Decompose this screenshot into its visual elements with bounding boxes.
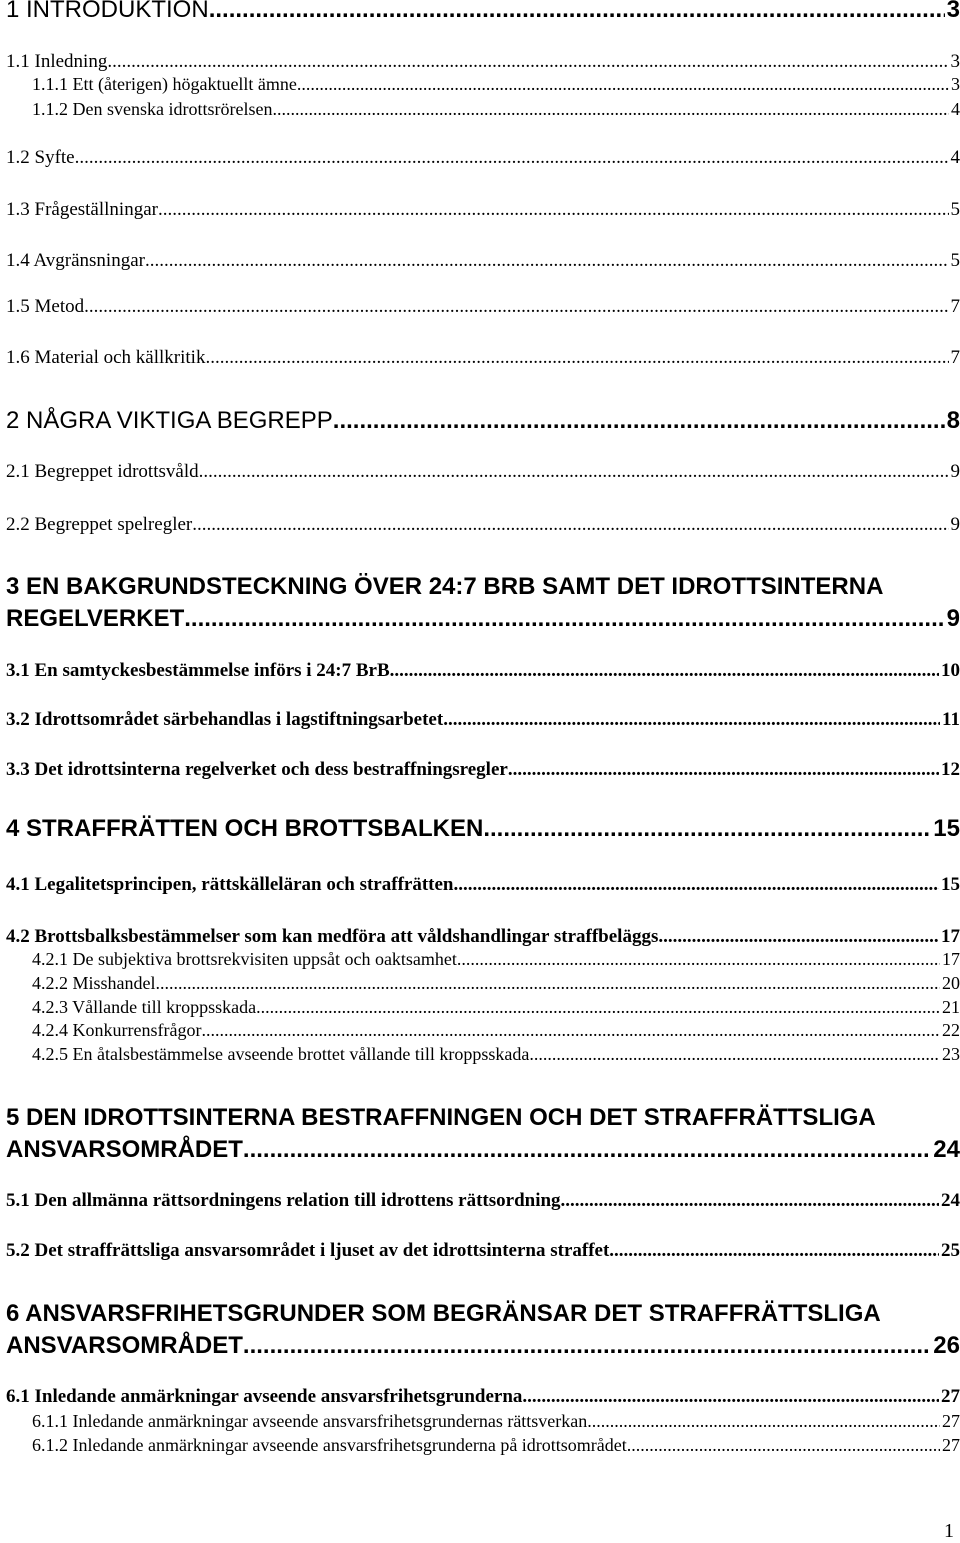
toc-entry-chapter-2[interactable] bbox=[6, 407, 960, 435]
toc-page-number: 22 bbox=[942, 1020, 960, 1040]
toc-entry-4-2-2[interactable] bbox=[32, 973, 960, 994]
toc-page-number: 4 bbox=[951, 99, 960, 119]
toc-entry-label: 5.2 Det straffrättsliga ansvarsområdet i ljuset av det idrottsinterna straffet bbox=[6, 1240, 610, 1261]
toc-entry-label: 1.1.1 Ett (återigen) högaktuellt ämne bbox=[32, 74, 297, 94]
toc-entry-label: ANSVARSOMRÅDET bbox=[6, 1332, 243, 1359]
toc-entry-label: 1 INTRODUKTION bbox=[6, 0, 209, 23]
dot-leader bbox=[243, 1332, 931, 1360]
toc-entry-6-1[interactable] bbox=[6, 1386, 960, 1408]
dot-leader bbox=[457, 949, 940, 970]
toc-page-number: 15 bbox=[941, 874, 960, 895]
dot-leader bbox=[561, 1190, 939, 1212]
toc-entry-label: 2.1 Begreppet idrottsvåld bbox=[6, 461, 199, 482]
dot-leader bbox=[192, 514, 948, 536]
page-number-footer: 1 bbox=[944, 1520, 954, 1542]
toc-page-number: 12 bbox=[941, 759, 960, 780]
toc-page-number: 20 bbox=[942, 973, 960, 993]
toc-entry-chapter-3-line1: 3 EN BAKGRUNDSTECKNING ÖVER 24:7 BRB SAMT DET IDROTTSINTERNA bbox=[6, 573, 884, 600]
toc-entry-label: 1.4 Avgränsningar bbox=[6, 250, 145, 271]
toc-entry-label: 4.1 Legalitetsprincipen, rättskälleläran och straffrätten bbox=[6, 874, 454, 895]
toc-entry-label: 1.1 Inledning bbox=[6, 51, 108, 72]
toc-entry-chapter-6-line1: 6 ANSVARSFRIHETSGRUNDER SOM BEGRÄNSAR DET STRAFFRÄTTSLIGA bbox=[6, 1300, 881, 1327]
toc-page-number: 5 bbox=[950, 199, 960, 220]
toc-entry-label: 5.1 Den allmänna rättsordningens relation till idrottens rättsordning bbox=[6, 1190, 561, 1211]
toc-entry-1-2[interactable] bbox=[6, 147, 960, 169]
toc-entry-label: 6.1 Inledande anmärkningar avseende ansvarsfrihetsgrunderna bbox=[6, 1386, 523, 1407]
toc-entry-4-2[interactable] bbox=[6, 926, 960, 948]
toc-page-number: 9 bbox=[950, 461, 960, 482]
toc-entry-4-2-3[interactable] bbox=[32, 997, 960, 1018]
toc-page-number: 27 bbox=[941, 1386, 960, 1407]
dot-leader bbox=[453, 874, 939, 896]
dot-leader bbox=[107, 51, 948, 73]
toc-entry-1-4[interactable] bbox=[6, 250, 960, 272]
dot-leader bbox=[156, 973, 941, 994]
toc-entry-2-2[interactable] bbox=[6, 514, 960, 536]
toc-entry-label: 3.3 Det idrottsinterna regelverket och dess bestraffningsregler bbox=[6, 759, 508, 780]
toc-entry-4-1[interactable] bbox=[6, 874, 960, 896]
toc-entry-chapter-5[interactable] bbox=[6, 1136, 960, 1164]
dot-leader bbox=[184, 605, 944, 633]
dot-leader bbox=[609, 1240, 939, 1262]
dot-leader bbox=[529, 1044, 940, 1065]
toc-entry-label: 4.2.5 En åtalsbestämmelse avseende brottet vållande till kroppsskada bbox=[32, 1044, 530, 1064]
dot-leader bbox=[587, 1411, 940, 1432]
toc-page-number: 9 bbox=[946, 605, 960, 632]
dot-leader bbox=[658, 926, 939, 948]
toc-entry-label: 6.1.2 Inledande anmärkningar avseende ansvarsfrihetsgrunderna på idrottsområdet bbox=[32, 1435, 627, 1455]
toc-page-number: 8 bbox=[946, 407, 960, 434]
dot-leader bbox=[145, 250, 949, 272]
toc-page-number: 25 bbox=[941, 1240, 960, 1261]
dot-leader bbox=[75, 147, 949, 169]
toc-entry-label: 3.1 En samtyckesbestämmelse införs i 24:7 BrB bbox=[6, 660, 390, 681]
toc-entry-label: 4.2.2 Misshandel bbox=[32, 973, 156, 993]
dot-leader bbox=[297, 74, 949, 95]
toc-entry-4-2-5[interactable] bbox=[32, 1044, 960, 1065]
dot-leader bbox=[443, 709, 940, 731]
toc-page-number: 17 bbox=[942, 949, 960, 969]
toc-entry-label: 2 NÅGRA VIKTIGA BEGREPP bbox=[6, 407, 333, 434]
toc-entry-label: 6.1.1 Inledande anmärkningar avseende ansvarsfrihetsgrundernas rättsverkan bbox=[32, 1411, 588, 1431]
toc-page-number: 7 bbox=[950, 296, 960, 317]
toc-entry-label: 1.5 Metod bbox=[6, 296, 85, 317]
dot-leader bbox=[201, 1020, 940, 1041]
dot-leader bbox=[483, 815, 931, 843]
toc-entry-label: REGELVERKET bbox=[6, 605, 185, 632]
toc-page-number: 24 bbox=[941, 1190, 960, 1211]
dot-leader bbox=[243, 1136, 931, 1164]
toc-entry-label: 1.3 Frågeställningar bbox=[6, 199, 158, 220]
toc-page-number: 7 bbox=[950, 347, 960, 368]
toc-entry-label: 4.2.4 Konkurrensfrågor bbox=[32, 1020, 202, 1040]
toc-page-number: 26 bbox=[933, 1332, 960, 1359]
toc-page-number: 17 bbox=[941, 926, 960, 947]
toc-entry-1-1[interactable] bbox=[6, 51, 960, 73]
toc-entry-4-2-4[interactable] bbox=[32, 1020, 960, 1041]
toc-page-number: 11 bbox=[942, 709, 960, 730]
toc-page-number: 27 bbox=[942, 1411, 960, 1431]
dot-leader bbox=[272, 99, 949, 120]
toc-entry-1-1-1[interactable] bbox=[32, 74, 960, 95]
dot-leader bbox=[390, 660, 939, 682]
toc-entry-5-1[interactable] bbox=[6, 1190, 960, 1212]
toc-entry-label: 1.1.2 Den svenska idrottsrörelsen bbox=[32, 99, 273, 119]
toc-entry-chapter-1[interactable] bbox=[6, 0, 960, 24]
toc-entry-label: 4.2 Brottsbalksbestämmelser som kan medföra att våldshandlingar straffbeläggs bbox=[6, 926, 659, 947]
toc-entry-label: 2.2 Begreppet spelregler bbox=[6, 514, 193, 535]
toc-entry-label: 3.2 Idrottsområdet särbehandlas i lagstiftningsarbetet bbox=[6, 709, 444, 730]
toc-entry-label: 1.2 Syfte bbox=[6, 147, 75, 168]
toc-page-number: 5 bbox=[950, 250, 960, 271]
toc-entry-label: 1.6 Material och källkritik bbox=[6, 347, 206, 368]
dot-leader bbox=[84, 296, 948, 318]
dot-leader bbox=[209, 0, 945, 24]
toc-entry-label: 4.2.1 De subjektiva brottsrekvisiten uppsåt och oaktsamhet bbox=[32, 949, 457, 969]
dot-leader bbox=[205, 347, 948, 369]
toc-page-number: 3 bbox=[951, 74, 960, 94]
toc-entry-1-1-2[interactable] bbox=[32, 99, 960, 120]
toc-entry-chapter-6[interactable] bbox=[6, 1332, 960, 1360]
toc-entry-chapter-3[interactable] bbox=[6, 605, 960, 633]
dot-leader bbox=[508, 759, 939, 781]
dot-leader bbox=[158, 199, 949, 221]
toc-page-number: 24 bbox=[933, 1136, 960, 1163]
toc-page-number: 4 bbox=[950, 147, 960, 168]
toc-entry-6-1-2[interactable] bbox=[32, 1435, 960, 1456]
toc-page-number: 9 bbox=[950, 514, 960, 535]
toc-page-number: 10 bbox=[941, 660, 960, 681]
toc-page-number: 3 bbox=[950, 51, 960, 72]
toc-entry-1-3[interactable] bbox=[6, 199, 960, 221]
toc-entry-6-1-1[interactable] bbox=[32, 1411, 960, 1432]
toc-page-number: 15 bbox=[933, 815, 960, 842]
dot-leader bbox=[333, 407, 945, 435]
toc-entry-chapter-4[interactable] bbox=[6, 815, 960, 843]
toc-page-number: 23 bbox=[942, 1044, 960, 1064]
toc-entry-chapter-5-line1: 5 DEN IDROTTSINTERNA BESTRAFFNINGEN OCH DET STRAFFRÄTTSLIGA bbox=[6, 1104, 876, 1131]
toc-entry-3-1[interactable] bbox=[6, 660, 960, 682]
dot-leader bbox=[522, 1386, 939, 1408]
toc-page-number: 3 bbox=[946, 0, 960, 23]
toc-entry-1-5[interactable] bbox=[6, 296, 960, 318]
dot-leader bbox=[256, 997, 940, 1018]
toc-entry-label: ANSVARSOMRÅDET bbox=[6, 1136, 243, 1163]
toc-entry-4-2-1[interactable] bbox=[32, 949, 960, 970]
toc-entry-label: 4.2.3 Vållande till kroppsskada bbox=[32, 997, 257, 1017]
toc-entry-1-6[interactable] bbox=[6, 347, 960, 369]
toc-entry-3-3[interactable] bbox=[6, 759, 960, 781]
toc-page-number: 27 bbox=[942, 1435, 960, 1455]
toc-entry-label: 4 STRAFFRÄTTEN OCH BROTTSBALKEN bbox=[6, 815, 484, 842]
toc-page-number: 21 bbox=[942, 997, 960, 1017]
toc-entry-3-2[interactable] bbox=[6, 709, 960, 731]
dot-leader bbox=[627, 1435, 940, 1456]
toc-entry-2-1[interactable] bbox=[6, 461, 960, 483]
dot-leader bbox=[199, 461, 949, 483]
toc-entry-5-2[interactable] bbox=[6, 1240, 960, 1262]
